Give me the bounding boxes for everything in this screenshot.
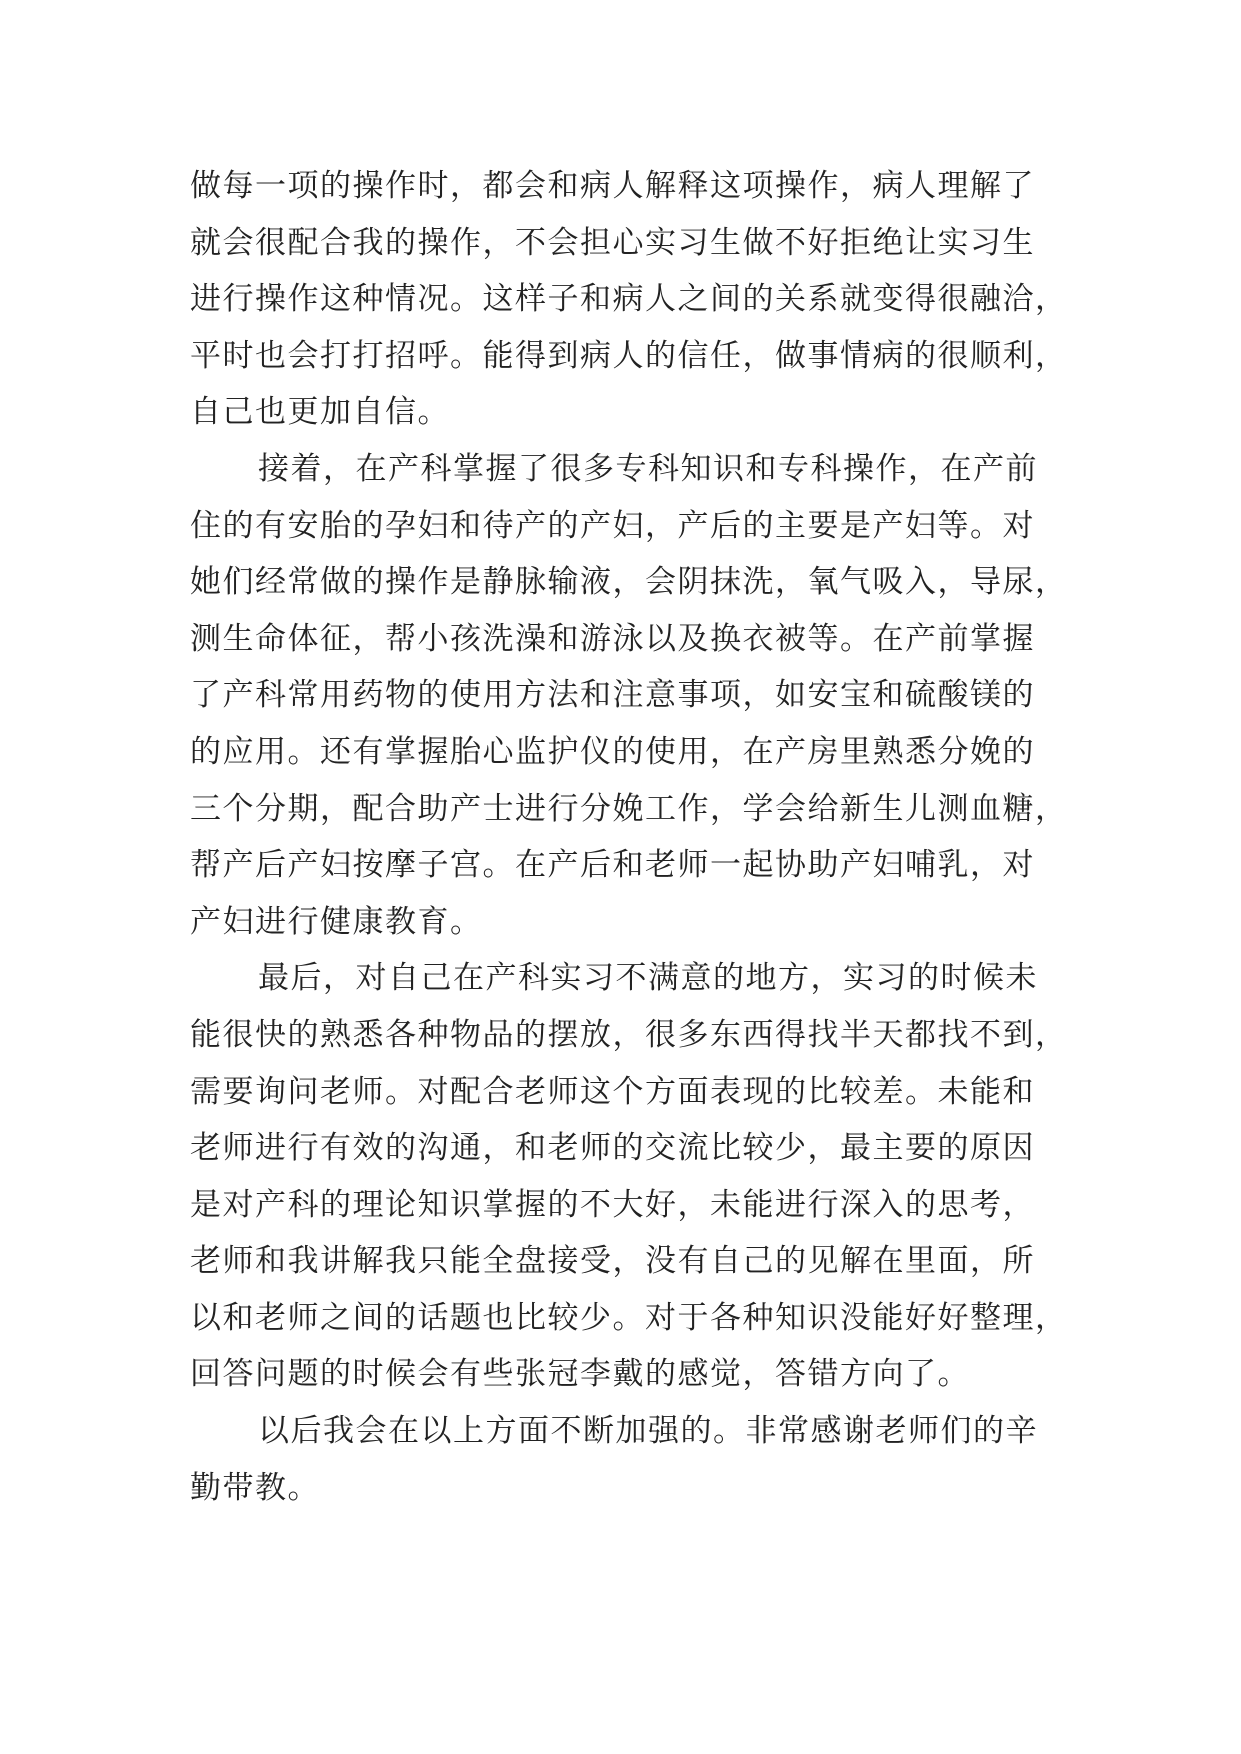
body-text [190, 158, 1090, 1516]
text-line: 回答问题的时候会有些张冠李戴的感觉，答错方向了。 [190, 1356, 970, 1393]
text-line: 能很快的熟悉各种物品的摆放，很多东西得找半天都找不到， [190, 1016, 1068, 1053]
text-line: 平时也会打打招呼。能得到病人的信任，做事情病的很顺利， [190, 337, 1068, 374]
text-line: 自己也更加自信。 [190, 394, 450, 431]
text-line: 老师进行有效的沟通，和老师的交流比较少，最主要的原因 [190, 1130, 1035, 1167]
text-line: 进行操作这种情况。这样子和病人之间的关系就变得很融洽， [190, 281, 1068, 318]
paragraph-start-line: 最后，对自己在产科实习不满意的地方，实习的时候未 [258, 960, 1038, 997]
text-line: 就会很配合我的操作，不会担心实习生做不好拒绝让实习生 [190, 224, 1035, 261]
paragraph-start-line: 以后我会在以上方面不断加强的。非常感谢老师们的辛 [258, 1413, 1038, 1450]
text-line: 她们经常做的操作是静脉输液，会阴抹洗，氧气吸入，导尿， [190, 564, 1068, 601]
text-line: 三个分期，配合助产士进行分娩工作，学会给新生儿测血糖， [190, 790, 1068, 827]
text-line: 需要询问老师。对配合老师这个方面表现的比较差。未能和 [190, 1073, 1035, 1110]
text-line: 是对产科的理论知识掌握的不大好，未能进行深入的思考， [190, 1186, 1035, 1223]
text-line: 了产科常用药物的使用方法和注意事项，如安宝和硫酸镁的 [190, 677, 1035, 714]
text-line: 的应用。还有掌握胎心监护仪的使用，在产房里熟悉分娩的 [190, 733, 1035, 770]
paragraph-start-line: 接着，在产科掌握了很多专科知识和专科操作，在产前 [258, 450, 1038, 487]
text-line: 以和老师之间的话题也比较少。对于各种知识没能好好整理， [190, 1299, 1068, 1336]
text-line: 产妇进行健康教育。 [190, 903, 483, 940]
text-line: 测生命体征，帮小孩洗澡和游泳以及换衣被等。在产前掌握 [190, 620, 1035, 657]
text-line: 老师和我讲解我只能全盘接受，没有自己的见解在里面，所 [190, 1243, 1035, 1280]
text-line: 做每一项的操作时，都会和病人解释这项操作，病人理解了 [190, 168, 1035, 204]
text-line: 勤带教。 [190, 1469, 320, 1506]
text-line: 帮产后产妇按摩子宫。在产后和老师一起协助产妇哺乳，对 [190, 847, 1035, 884]
text-line: 住的有安胎的孕妇和待产的产妇，产后的主要是产妇等。对 [190, 507, 1035, 544]
